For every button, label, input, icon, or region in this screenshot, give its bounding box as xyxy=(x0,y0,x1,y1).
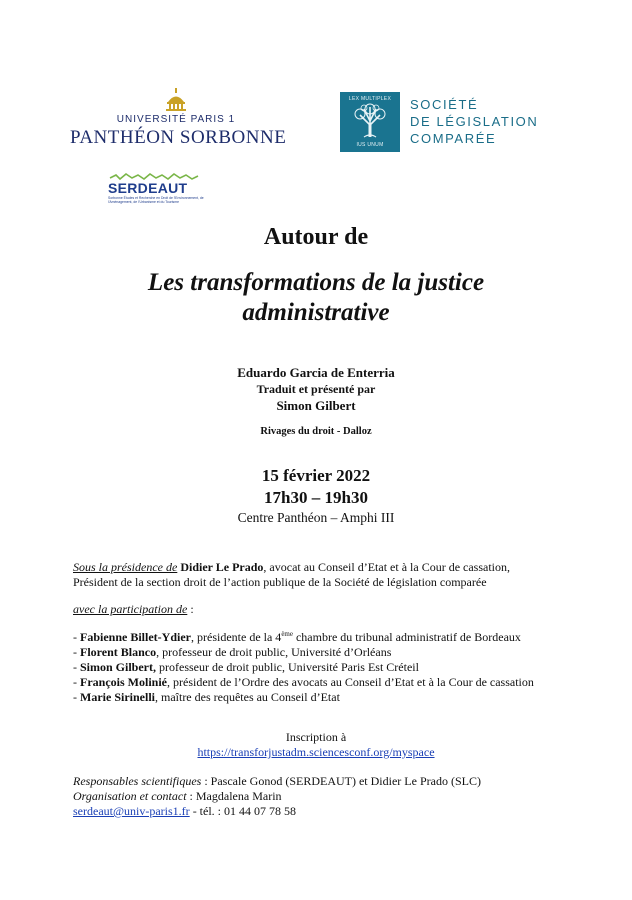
organisation-line xyxy=(73,789,573,804)
slc-logo xyxy=(340,92,570,150)
pantheon-dome-icon xyxy=(162,88,190,112)
participant-dash: - xyxy=(73,660,80,674)
participant-dash: - xyxy=(73,645,80,659)
slc-emblem xyxy=(340,92,400,152)
participant-name: François Molinié xyxy=(80,675,167,689)
participant-dash: - xyxy=(73,630,80,644)
tree-icon xyxy=(352,103,388,141)
book-author: Eduardo Garcia de Enterria xyxy=(237,365,395,380)
inscription-label: Inscription à xyxy=(285,730,347,744)
event-time: 17h30 – 19h30 xyxy=(264,488,368,507)
serdeaut-name: SERDEAUT xyxy=(108,180,188,196)
list-item xyxy=(73,645,573,660)
list-item xyxy=(73,675,573,690)
contact-email-link[interactable]: serdeaut@univ-paris1.fr xyxy=(73,804,190,818)
slc-motto-bottom: IUS UNUM xyxy=(356,142,384,148)
pantheon-sorbonne-logo xyxy=(70,88,287,150)
responsables-text: Pascale Gonod (SERDEAUT) et Didier Le Prado (SLC) xyxy=(210,774,481,788)
participant-desc: , maître des requêtes au Conseil d’Etat xyxy=(154,690,340,704)
credits xyxy=(73,774,573,819)
president-desc-2: Président de la section droit de l’action publique de la Société de législation comparée xyxy=(73,575,487,589)
responsables-label: Responsables scientifiques xyxy=(73,774,202,788)
participant-sup: ème xyxy=(281,630,293,638)
presidence-paragraph xyxy=(73,560,573,590)
participant-desc-end: chambre du tribunal administratif de Bordeaux xyxy=(292,630,521,644)
participation-intro xyxy=(73,602,573,617)
participation-colon: : xyxy=(187,602,194,616)
inscription-link[interactable]: https://transforjustadm.sciencesconf.org/myspace xyxy=(197,745,435,759)
event-venue: Centre Panthéon – Amphi III xyxy=(237,510,395,525)
participants-list xyxy=(73,630,573,705)
participant-desc: , professeur de droit public, Université d’Orléans xyxy=(156,645,392,659)
serdeaut-logo xyxy=(108,172,208,216)
responsables-line xyxy=(73,774,573,789)
participant-name: Fabienne Billet-Ydier xyxy=(80,630,191,644)
pantheon-sorbonne-name: PANTHÉON SORBONNE xyxy=(70,127,287,148)
translator-name: Simon Gilbert xyxy=(276,398,356,413)
slc-name-line-2: DE LÉGISLATION xyxy=(410,114,539,129)
participant-desc: professeur de droit public, Université Paris Est Créteil xyxy=(156,660,419,674)
slc-name-line-1: SOCIÉTÉ xyxy=(410,97,479,112)
participant-dash: - xyxy=(73,675,80,689)
pantheon-university-label: UNIVERSITÉ PARIS 1 xyxy=(116,114,236,125)
presidence-intro: Sous la présidence de xyxy=(73,560,178,574)
slc-name-line-3: COMPARÉE xyxy=(410,131,497,146)
slc-motto-top: LEX MULTIPLEX xyxy=(348,96,392,102)
list-item xyxy=(73,630,573,645)
list-item xyxy=(73,660,573,675)
organisation-label: Organisation et contact xyxy=(73,789,187,803)
book-title xyxy=(0,268,632,328)
heading: Autour de xyxy=(263,224,369,250)
book-title-line-2: administrative xyxy=(242,299,390,326)
contact-phone: - tél. : 01 44 07 78 58 xyxy=(189,804,297,818)
serdeaut-subtitle: Sorbonne Études et Recherche en Droit de l'Environnement, de l'Aménagement, de l'Urbanisme et du Tourisme xyxy=(108,196,204,204)
publisher: Rivages du droit - Dalloz xyxy=(260,426,372,437)
participant-desc: , président de l’Ordre des avocats au Conseil d’Etat et à la Cour de cassation xyxy=(167,675,534,689)
event-date: 15 février 2022 xyxy=(261,466,371,485)
participant-desc: , présidente de la 4 xyxy=(191,630,282,644)
slc-name xyxy=(410,96,538,147)
book-title-line-1: Les transformations de la justice xyxy=(147,269,485,296)
contact-line xyxy=(73,804,573,819)
translated-by-label: Traduit et présenté par xyxy=(256,382,376,396)
organisation-text: Magdalena Marin xyxy=(195,789,282,803)
participant-name: Florent Blanco xyxy=(80,645,157,659)
president-name: Didier Le Prado xyxy=(180,560,264,574)
list-item xyxy=(73,690,573,705)
participant-name: Marie Sirinelli xyxy=(80,690,155,704)
participation-intro-text: avec la participation de xyxy=(73,602,188,616)
participant-dash: - xyxy=(73,690,80,704)
organisation-sep: : xyxy=(186,789,196,803)
participant-name: Simon Gilbert, xyxy=(80,660,157,674)
president-desc-1: , avocat au Conseil d’Etat et à la Cour de cassation, xyxy=(263,560,511,574)
responsables-sep: : xyxy=(201,774,211,788)
